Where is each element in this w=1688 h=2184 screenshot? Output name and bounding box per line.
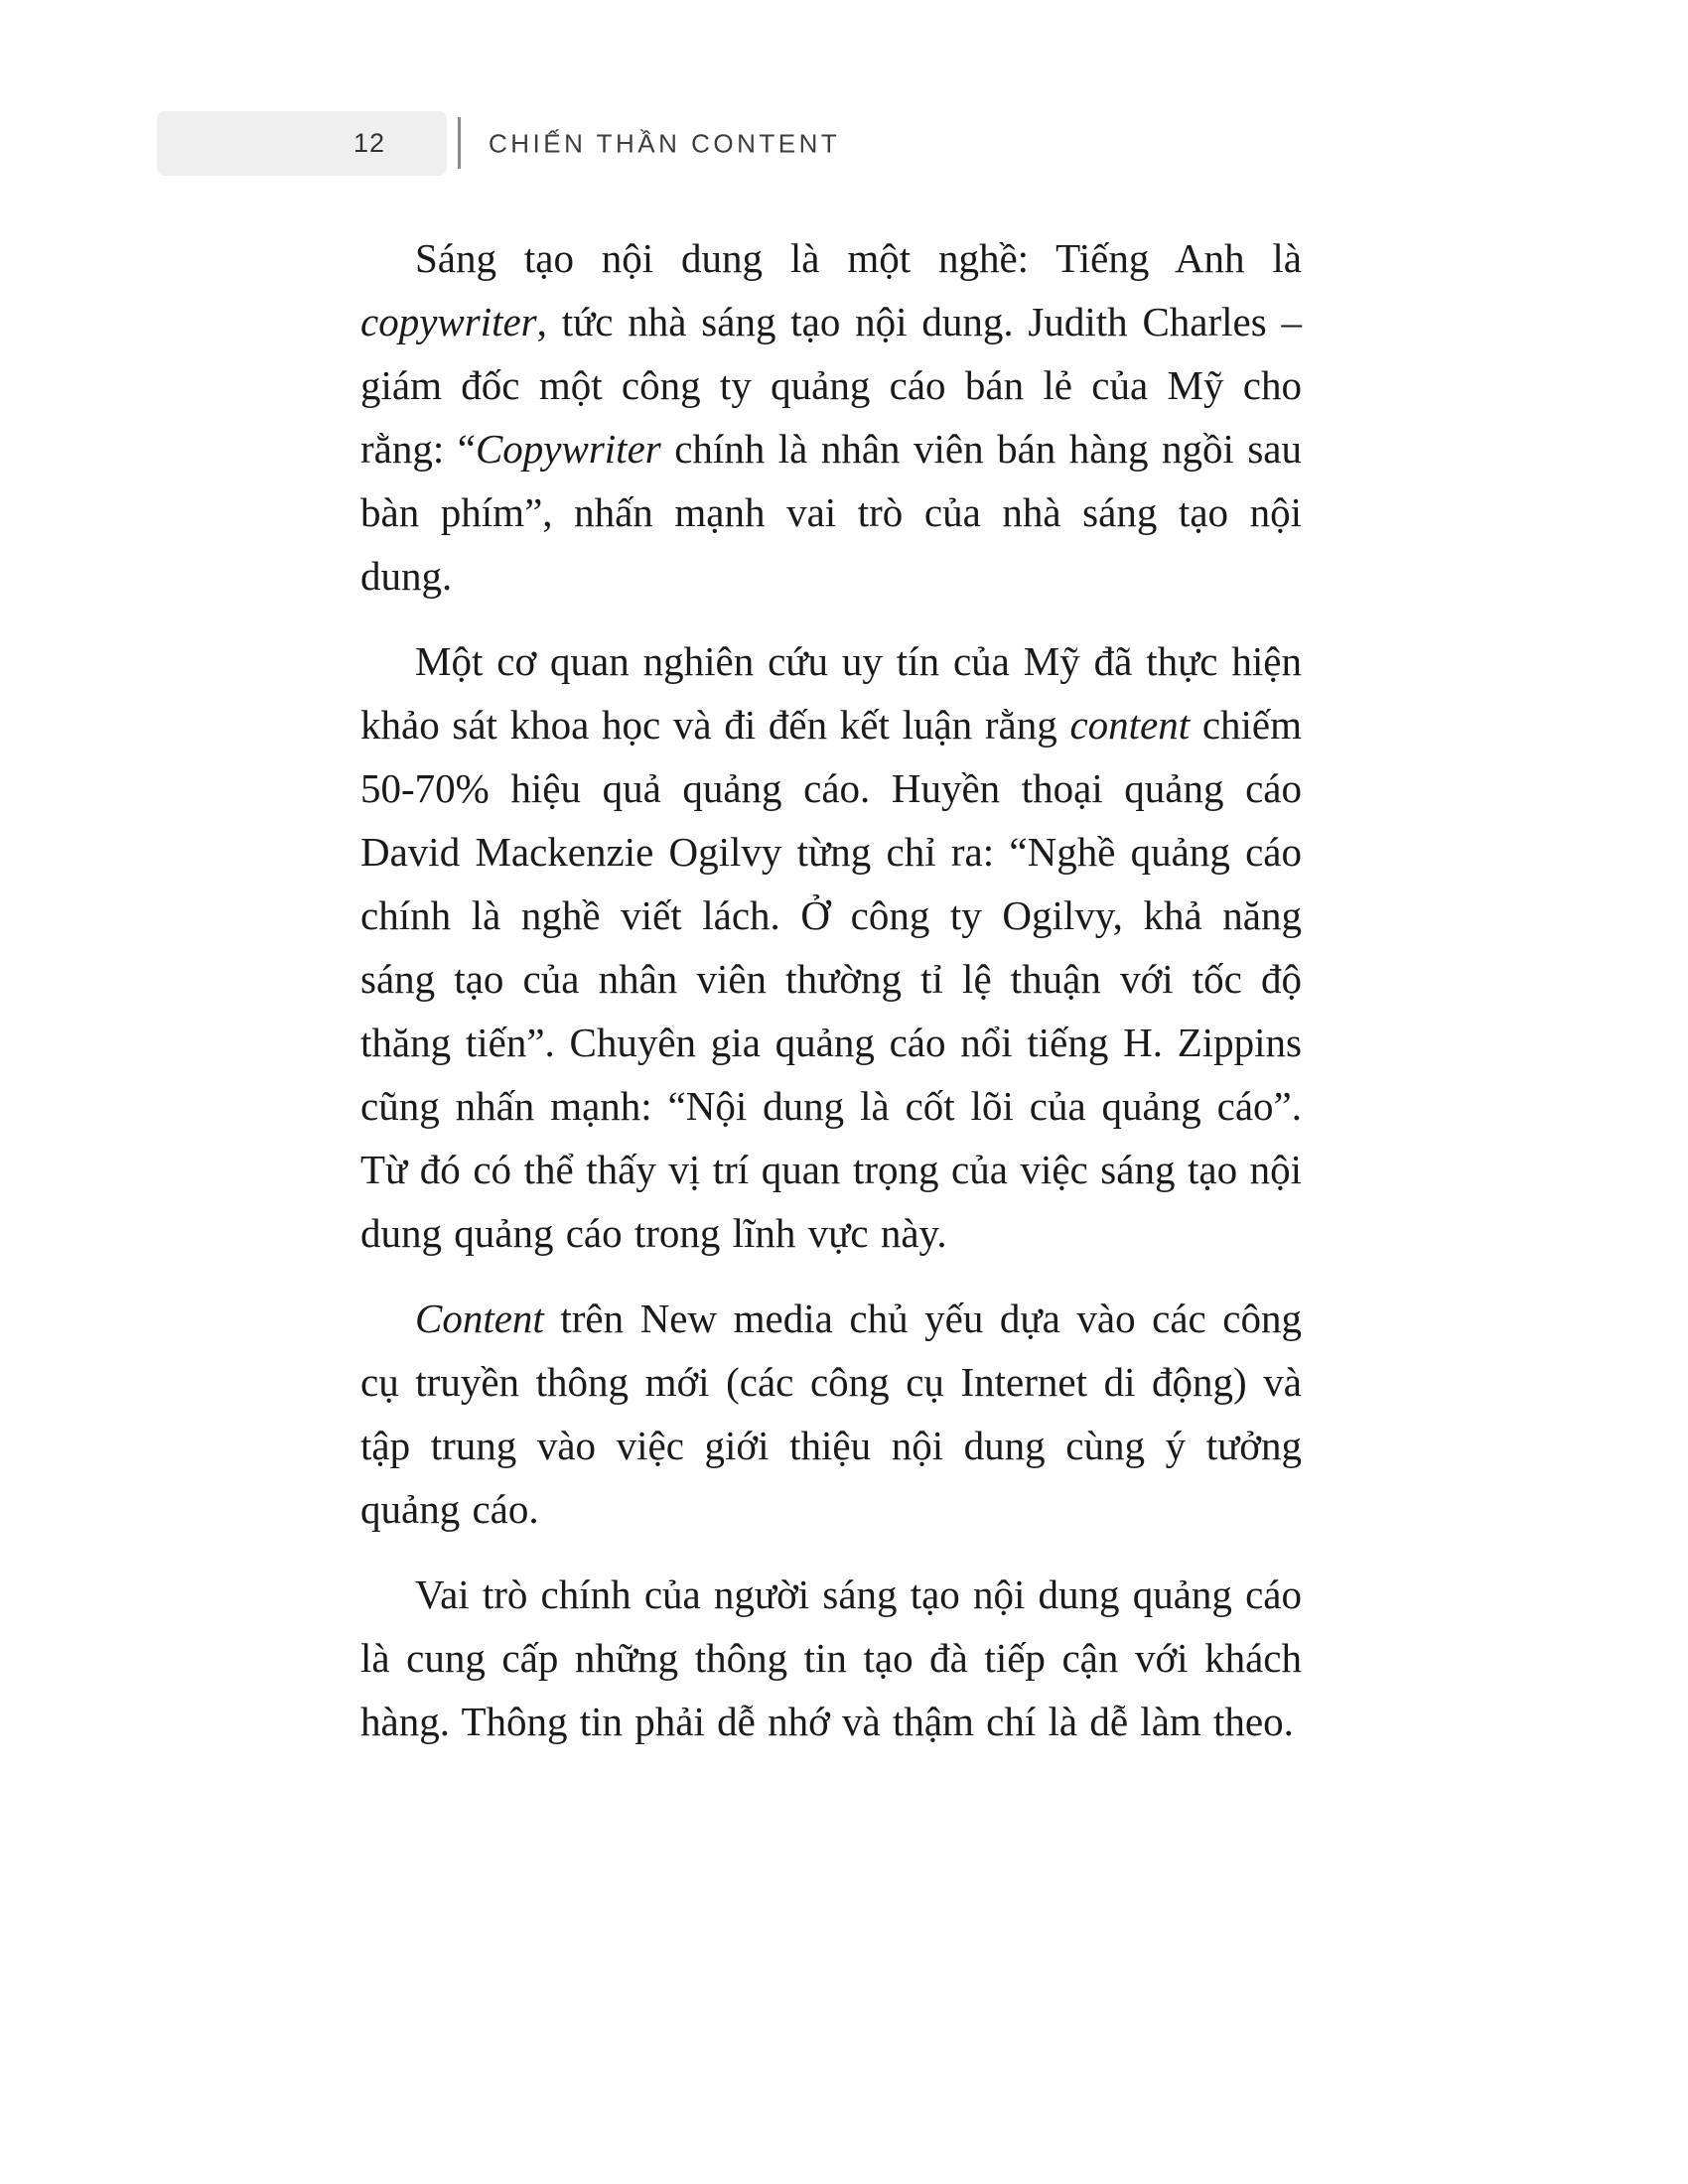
header-divider (458, 117, 461, 169)
text-segment: Vai trò chính của người sáng tạo nội dung quảng cáo là cung cấp những thông tin tạo đà tiếp cận với khách hàng. Thông tin phải dễ nhớ và thậm chí là dễ làm theo. (360, 1571, 1302, 1744)
page-number-pill (157, 111, 447, 176)
text-segment: Một cơ quan nghiên cứu uy tín của Mỹ đã thực hiện khảo sát khoa học và đi đến kết luận rằng (360, 638, 1302, 748)
paragraph (360, 1563, 1302, 1753)
paragraph (360, 629, 1302, 1265)
running-title: CHIẾN THẦN CONTENT (489, 128, 841, 159)
paragraph (360, 226, 1302, 608)
body-text (360, 226, 1302, 1775)
paragraph (360, 1287, 1302, 1541)
text-segment: trên New media chủ yếu dựa vào các công cụ truyền thông mới (các công cụ Internet di động) và tập trung vào việc giới thiệu nội dung cùng ý tưởng quảng cáo. (360, 1296, 1302, 1532)
page-number: 12 (352, 128, 385, 158)
italic-text-segment: copywriter (360, 299, 537, 344)
text-segment: , tức nhà sáng tạo nội dung. Judith Charles – giám đốc một công ty quảng cáo bán lẻ của Mỹ cho rằng: “ (360, 299, 1302, 472)
text-segment: Sáng tạo nội dung là một nghề: Tiếng Anh là (415, 235, 1302, 281)
text-segment: chính là nhân viên bán hàng ngồi sau bàn phím”, nhấn mạnh vai trò của nhà sáng tạo nội dung. (360, 426, 1302, 599)
italic-text-segment: content (1069, 702, 1191, 748)
text-segment: chiếm 50-70% hiệu quả quảng cáo. Huyền thoại quảng cáo David Mackenzie Ogilvy từng chỉ ra: “Nghề quảng cáo chính là nghề viết lách. Ở công ty Ogilvy, khả năng sáng tạo của nhân viên thường tỉ lệ thuận với tốc độ thăng tiến”. Chuyên gia quảng cáo nổi tiếng H. Zippins cũng nhấn mạnh: “Nội dung là cốt lõi của quảng cáo”. Từ đó có thể thấy vị trí quan trọng của việc sáng tạo nội dung quảng cáo trong lĩnh vực này. (360, 702, 1303, 1256)
page-header (0, 111, 1688, 177)
italic-text-segment: Content (415, 1296, 544, 1341)
italic-text-segment: Copywriter (475, 426, 661, 472)
